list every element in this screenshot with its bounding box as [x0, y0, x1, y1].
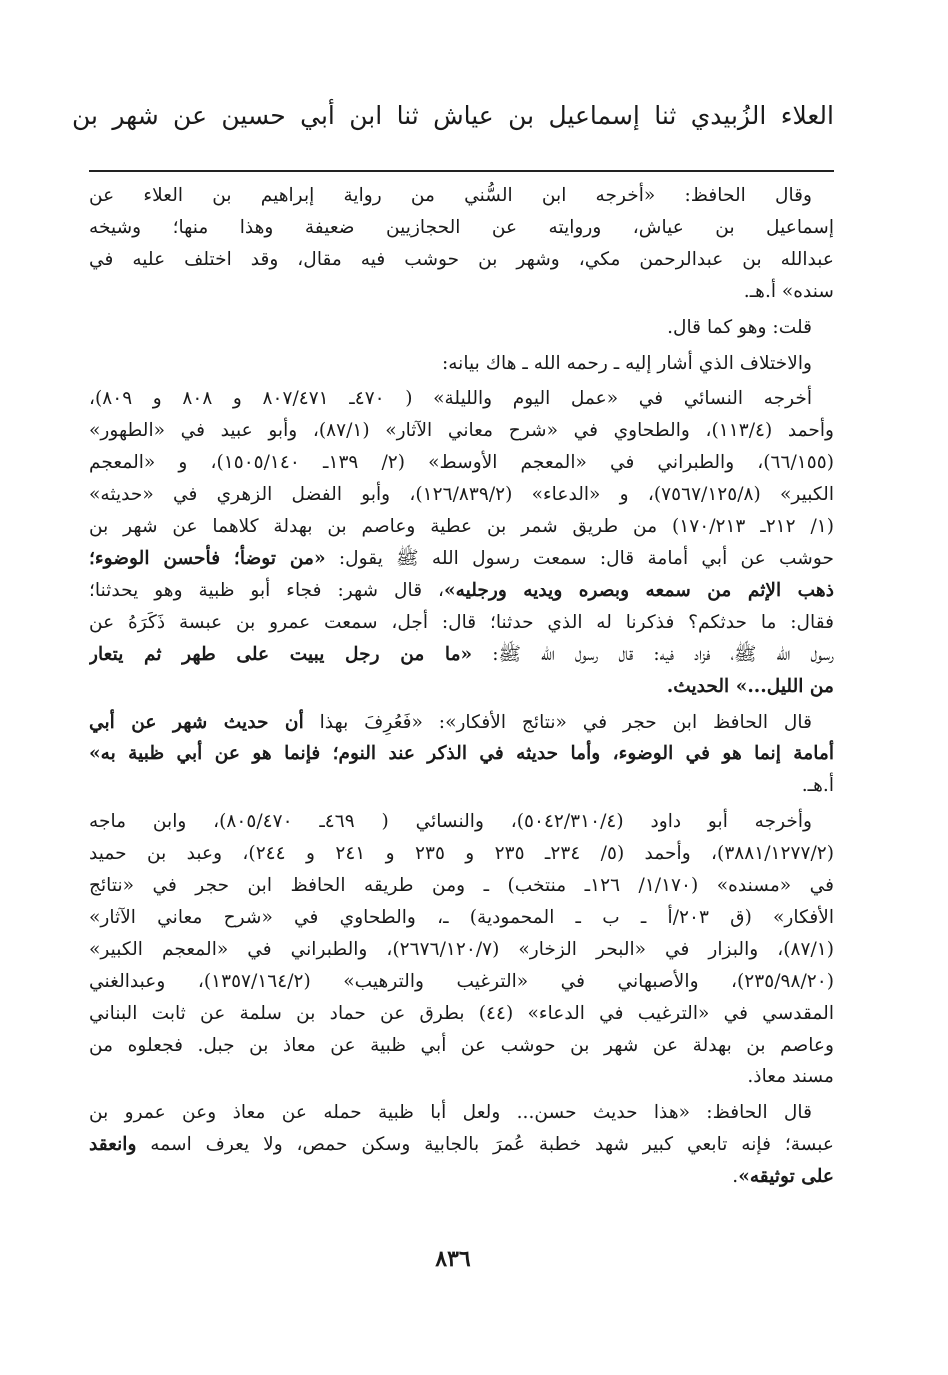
- text-segment: (٢٣٥/٩٨/٢٠)، والأصبهاني في «الترغيب والترهيب» (١٣٥٧/١٦٤/٢)، وعبدالغني: [89, 970, 834, 992]
- bold-text-segment: «من توضأ؛ فأحسن الوضوء؛: [89, 547, 326, 569]
- footnote-line: [89, 639, 834, 671]
- bold-text-segment: وانعقد: [89, 1134, 137, 1156]
- text-segment: فقال: ما حدثكم؟ فذكرنا له الذي حدثنا؛ قال: أجل، سمعت عمرو بن عبسة ذَكَرَهُ عن: [89, 611, 834, 633]
- footnote-line: [89, 511, 834, 543]
- text-segment: عبدالله بن عبدالرحمن مكي، وشهر بن حوشب فيه مقال، وقد اختلف عليه في: [89, 248, 834, 270]
- footnote-line: [89, 1030, 834, 1062]
- text-segment: حوشب عن أبي أمامة قال: سمعت رسول الله ﷺ يقول:: [325, 547, 834, 569]
- page-number: ٨٣٦: [435, 1246, 471, 1272]
- footnote-line: [89, 934, 834, 966]
- footnote-line: [89, 870, 834, 902]
- footnote-paragraph: [89, 806, 834, 1093]
- footnote-line: [89, 180, 834, 212]
- footnote-line: [89, 244, 834, 276]
- bold-text-segment: أمامة إنما هو في الوضوء، وأما حديثه في الذكر عند النوم؛ فإنما هو عن أبي ظبية به»: [89, 743, 834, 765]
- footnote-line: [89, 902, 834, 934]
- book-page: [72, 0, 834, 1375]
- footnote-paragraph: [89, 180, 834, 308]
- text-segment: والاختلاف الذي أشار إليه ـ رحمه الله ـ هاك بيانه:: [441, 352, 812, 374]
- footnote-line: [89, 447, 834, 479]
- footnote-paragraph: [89, 312, 834, 344]
- footnote-paragraph: [89, 707, 834, 803]
- text-segment: عبسة؛ فإنه تابعي كبير شهد خطبة عُمرَ بالجابية وسكن حمص، ولا يعرف اسمه: [136, 1134, 834, 1156]
- text-segment: إسماعيل بن عياش، وروايته عن الحجازيين ضعيفة وهذا منها؛ وشيخه: [89, 216, 834, 238]
- footnote-line: [89, 348, 834, 380]
- footnote-line: [89, 276, 834, 308]
- text-segment: (٨٧/١)، والبزار في «البحر الزخار» (٢٦٧٦/١٢٠/٧)، والطبراني في «المعجم الكبير»: [89, 938, 834, 960]
- text-segment: في «مسنده» (١/١٧٠/ ١٢٦ـ منتخب) ـ ومن طريقه الحافظ ابن حجر في «نتائج: [89, 875, 834, 897]
- footnote-line: [89, 1061, 834, 1093]
- footnote-line: [89, 966, 834, 998]
- text-segment: وأحمد (١١٣/٤)، والطحاوي في «شرح معاني الآثار» (٨٧/١)، وأبو عبيد في «الطهور»: [89, 420, 834, 442]
- text-segment: قلت: وهو كما قال.: [667, 316, 812, 338]
- text-segment: وعاصم بن بهدلة عن شهر بن حوشب عن أبي ظبية عن معاذ بن جبل. فجعلوه من: [89, 1034, 834, 1056]
- text-segment: قال الحافظ ابن حجر في «نتائج الأفكار»: «فَعُرِفَ بهذا: [303, 711, 812, 733]
- footnote-paragraph: [89, 383, 834, 702]
- text-segment: قال الحافظ: «هذا حديث حسن... ولعل أبا ظبية حمله عن معاذ وعن عمرو بن: [89, 1102, 812, 1124]
- footnote-divider: [89, 170, 834, 172]
- bold-text-segment: ذهب الإثم من سمعه وبصره ويديه ورجليه»: [444, 579, 834, 601]
- text-segment: (٦٦/١٥٥)، والطبراني في «المعجم الأوسط» (٢/ ١٣٩ـ ١٥٠٥/١٤٠)، و «المعجم: [89, 452, 834, 474]
- text-segment: (١/ ٢١٢ـ ١٧٠/٢١٣) من طريق شمر بن عطية وعاصم بن بهدلة كلاهما عن شهر بن: [89, 516, 834, 538]
- footnote-line: [89, 212, 834, 244]
- text-segment: وأخرجه أبو داود (٥٠٤٢/٣١٠/٤)، والنسائي ( ٤٦٩ـ ٨٠٥/٤٧٠)، وابن ماجه: [89, 811, 813, 833]
- footnote-line: [89, 543, 834, 575]
- text-segment: رسول الله ﷺ، فزاد فيه: قال رسول الله ﷺ:: [472, 643, 834, 665]
- footnote-line: [89, 998, 834, 1030]
- footnotes-section: [89, 180, 834, 1197]
- footnote-paragraph: [89, 348, 834, 380]
- footnote-line: [89, 479, 834, 511]
- footnote-line: [89, 607, 834, 639]
- footnote-line: [89, 1129, 834, 1161]
- text-segment: سنده» أ.هـ.: [743, 280, 834, 302]
- text-segment: أ.هـ.: [801, 775, 834, 797]
- bold-text-segment: من الليل...» الحديث.: [666, 675, 834, 697]
- footnote-line: [89, 383, 834, 415]
- text-segment: (٣٨٨١/١٢٧٧/٢)، وأحمد (٥/ ٢٣٤ـ ٢٣٥ و ٢٣٥ و ٢٤١ و ٢٤٤)، وعبد بن حميد: [89, 843, 834, 865]
- text-segment: وقال الحافظ: «أخرجه ابن السُّني من رواية إبراهيم بن العلاء عن: [89, 185, 812, 206]
- text-segment: مسند معاذ.: [747, 1066, 834, 1088]
- text-segment: الكبير» (٧٥٦٧/١٢٥/٨)، و «الدعاء» (١٢٦/٨٣٩/٢)، وأبو الفضل الزهري في «حديثه»: [89, 484, 834, 506]
- bold-text-segment: أن حديث شهر عن أبي: [89, 711, 304, 733]
- text-segment: .: [732, 1166, 739, 1188]
- footnote-line: [89, 1161, 834, 1193]
- footnote-line: [89, 770, 834, 802]
- main-text-line: العلاء الزُبيدي ثنا إسماعيل بن عياش ثنا ابن أبي حسين عن شهر بن: [72, 101, 834, 130]
- footnote-line: [89, 671, 834, 703]
- bold-text-segment: «ما من رجل يبيت على طهر ثم يتعار: [89, 643, 473, 665]
- text-segment: المقدسي في «الترغيب في الدعاء» (٤٤) بطرق عن حماد بن سلمة عن ثابت البناني: [89, 1002, 834, 1024]
- footnote-line: [89, 575, 834, 607]
- bold-text-segment: على توثيقه»: [738, 1166, 834, 1188]
- footnote-line: [89, 312, 834, 344]
- footnote-line: [89, 707, 834, 739]
- text-segment: ، قال شهر: فجاء أبو ظبية وهو يحدثنا؛: [89, 579, 444, 601]
- footnote-paragraph: [89, 1097, 834, 1193]
- footnote-line: [89, 738, 834, 770]
- footnote-line: [89, 838, 834, 870]
- text-segment: الأفكار» (ق ٢٠٣/أ ـ ب ـ المحمودية) ـ، والطحاوي في «شرح معاني الآثار»: [89, 906, 834, 928]
- footnote-line: [89, 1097, 834, 1129]
- footnote-line: [89, 415, 834, 447]
- footnote-line: [89, 806, 834, 838]
- text-segment: أخرجه النسائي في «عمل اليوم والليلة» ( ٤٧٠ـ ٨٠٧/٤٧١ و ٨٠٨ و ٨٠٩)،: [89, 388, 813, 410]
